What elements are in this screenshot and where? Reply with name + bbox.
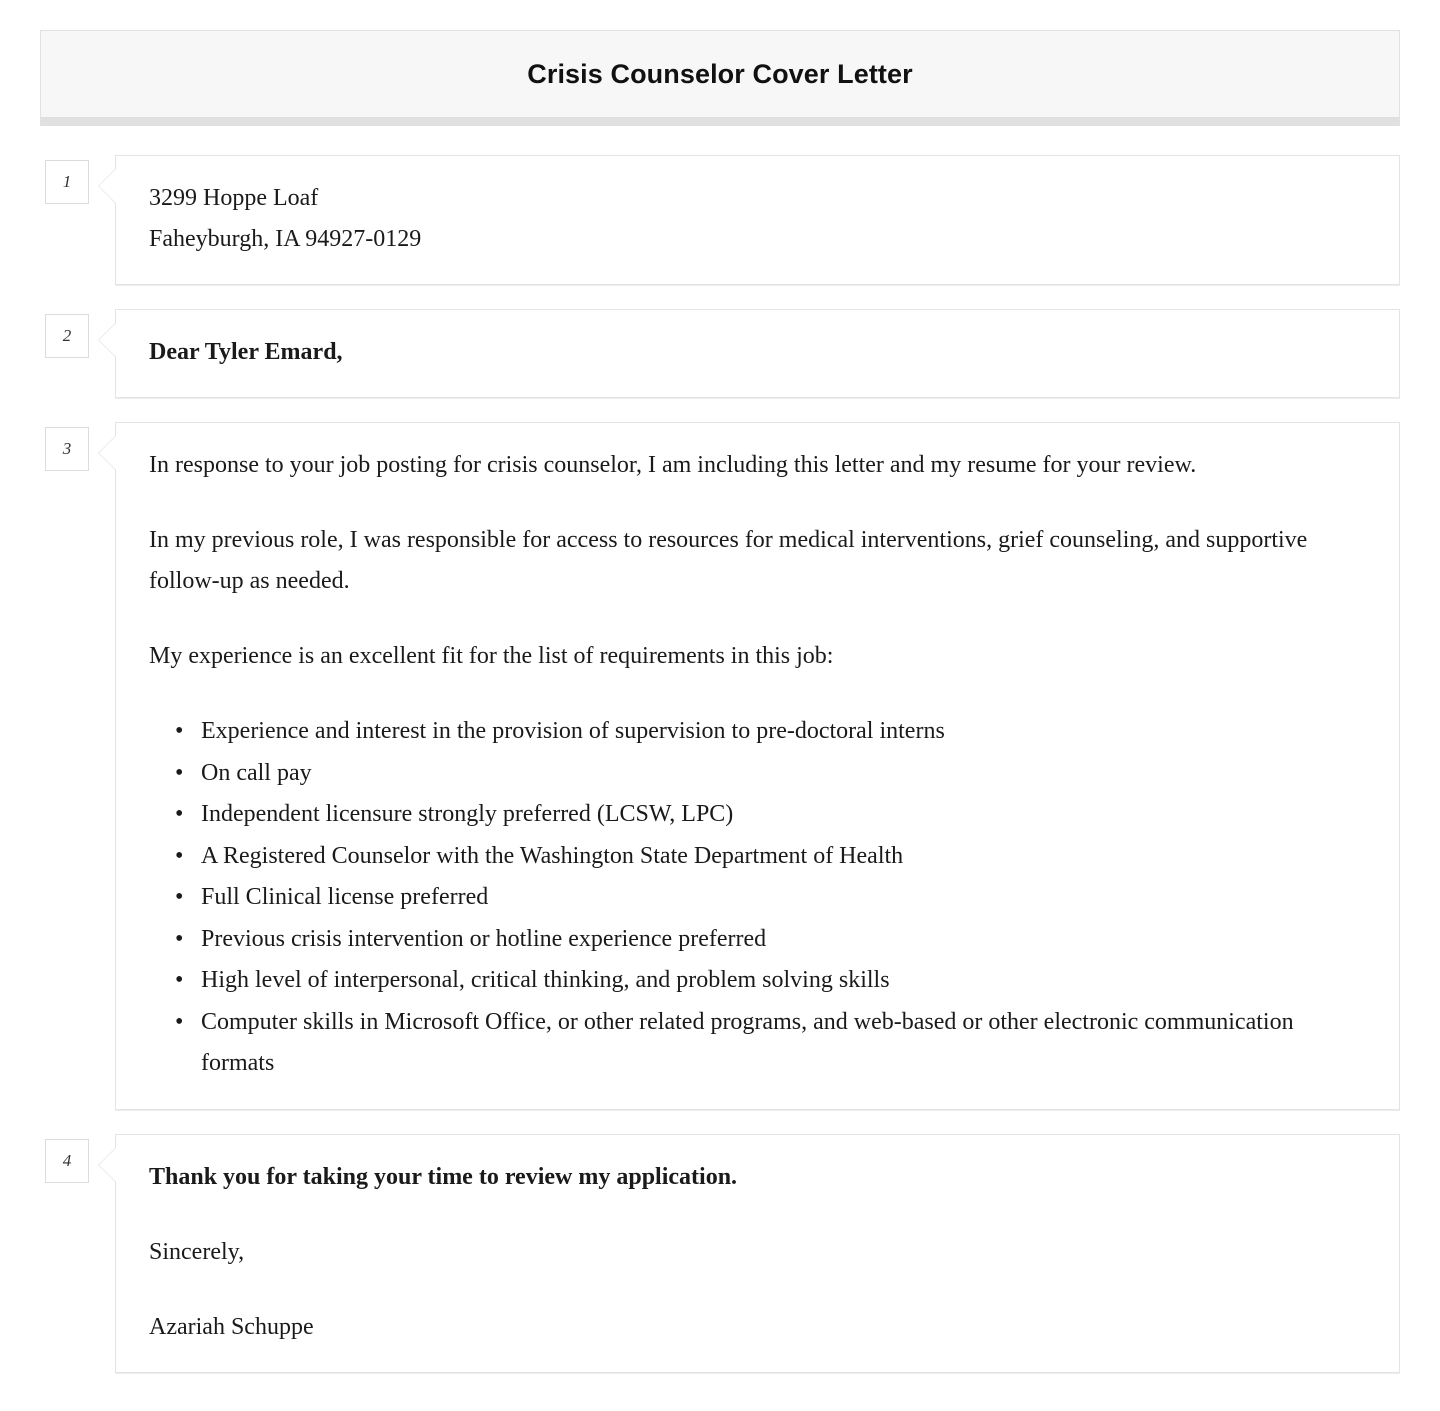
section-number-badge [45, 427, 89, 471]
document-header-box [40, 30, 1400, 117]
section-number-badge [45, 160, 89, 204]
list-item: • Computer skills in Microsoft Office, or other related programs, and web-based or other electronic communication formats [201, 1002, 1371, 1085]
list-item: • On call pay [201, 753, 1371, 795]
letter-sections [0, 155, 1440, 1397]
requirements-list [149, 711, 1371, 1085]
section-number-label: 4 [62, 1150, 72, 1170]
address-line-2: Faheyburgh, IA 94927-0129 [149, 226, 422, 252]
section-number-label: 2 [62, 326, 72, 345]
list-item: • High level of interpersonal, critical thinking, and problem solving skills [201, 960, 1371, 1002]
section-number-badge [45, 314, 89, 358]
sign-off-text: Sincerely, [149, 1238, 245, 1265]
list-item: • Experience and interest in the provision of supervision to pre-doctoral interns [201, 711, 1371, 753]
salutation-panel[interactable] [115, 309, 1400, 398]
section-number-label: 3 [62, 439, 72, 458]
list-item: • Independent licensure strongly preferred (LCSW, LPC) [201, 794, 1371, 836]
list-item: • Full Clinical license preferred [201, 877, 1371, 919]
callout-notch-fill-icon [99, 322, 117, 358]
callout-notch-fill-icon [99, 168, 117, 204]
sender-address-panel[interactable] [115, 155, 1400, 285]
section-sender-address [0, 155, 1440, 285]
callout-notch-fill-icon [99, 1147, 117, 1183]
section-letter-body [0, 422, 1440, 1110]
section-closing [0, 1134, 1440, 1373]
body-paragraph-2: In my previous role, I was responsible for access to resources for medical interventions, grief counseling, and supportive follow-up as needed. [149, 527, 1308, 594]
header-divider-bar [40, 117, 1400, 126]
letter-body-panel[interactable] [115, 422, 1400, 1110]
page-title: Crisis Counselor Cover Letter [527, 58, 913, 89]
section-number-badge [45, 1139, 89, 1183]
signature-name: Azariah Schuppe [149, 1313, 314, 1340]
closing-panel[interactable] [115, 1134, 1400, 1373]
section-number-label: 1 [62, 172, 72, 191]
list-item: • Previous crisis intervention or hotline experience preferred [201, 919, 1371, 961]
document-header [40, 30, 1400, 126]
list-item: • A Registered Counselor with the Washington State Department of Health [201, 836, 1371, 878]
body-paragraph-3: My experience is an excellent fit for the list of requirements in this job: [149, 643, 834, 669]
thank-you-text: Thank you for taking your time to review my application. [149, 1163, 738, 1190]
address-line-1: 3299 Hoppe Loaf [149, 185, 319, 211]
body-paragraph-1: In response to your job posting for crisis counselor, I am including this letter and my resume for your review. [149, 452, 1197, 478]
greeting-text: Dear Tyler Emard, [149, 339, 343, 365]
section-salutation [0, 309, 1440, 398]
callout-notch-fill-icon [99, 435, 117, 471]
